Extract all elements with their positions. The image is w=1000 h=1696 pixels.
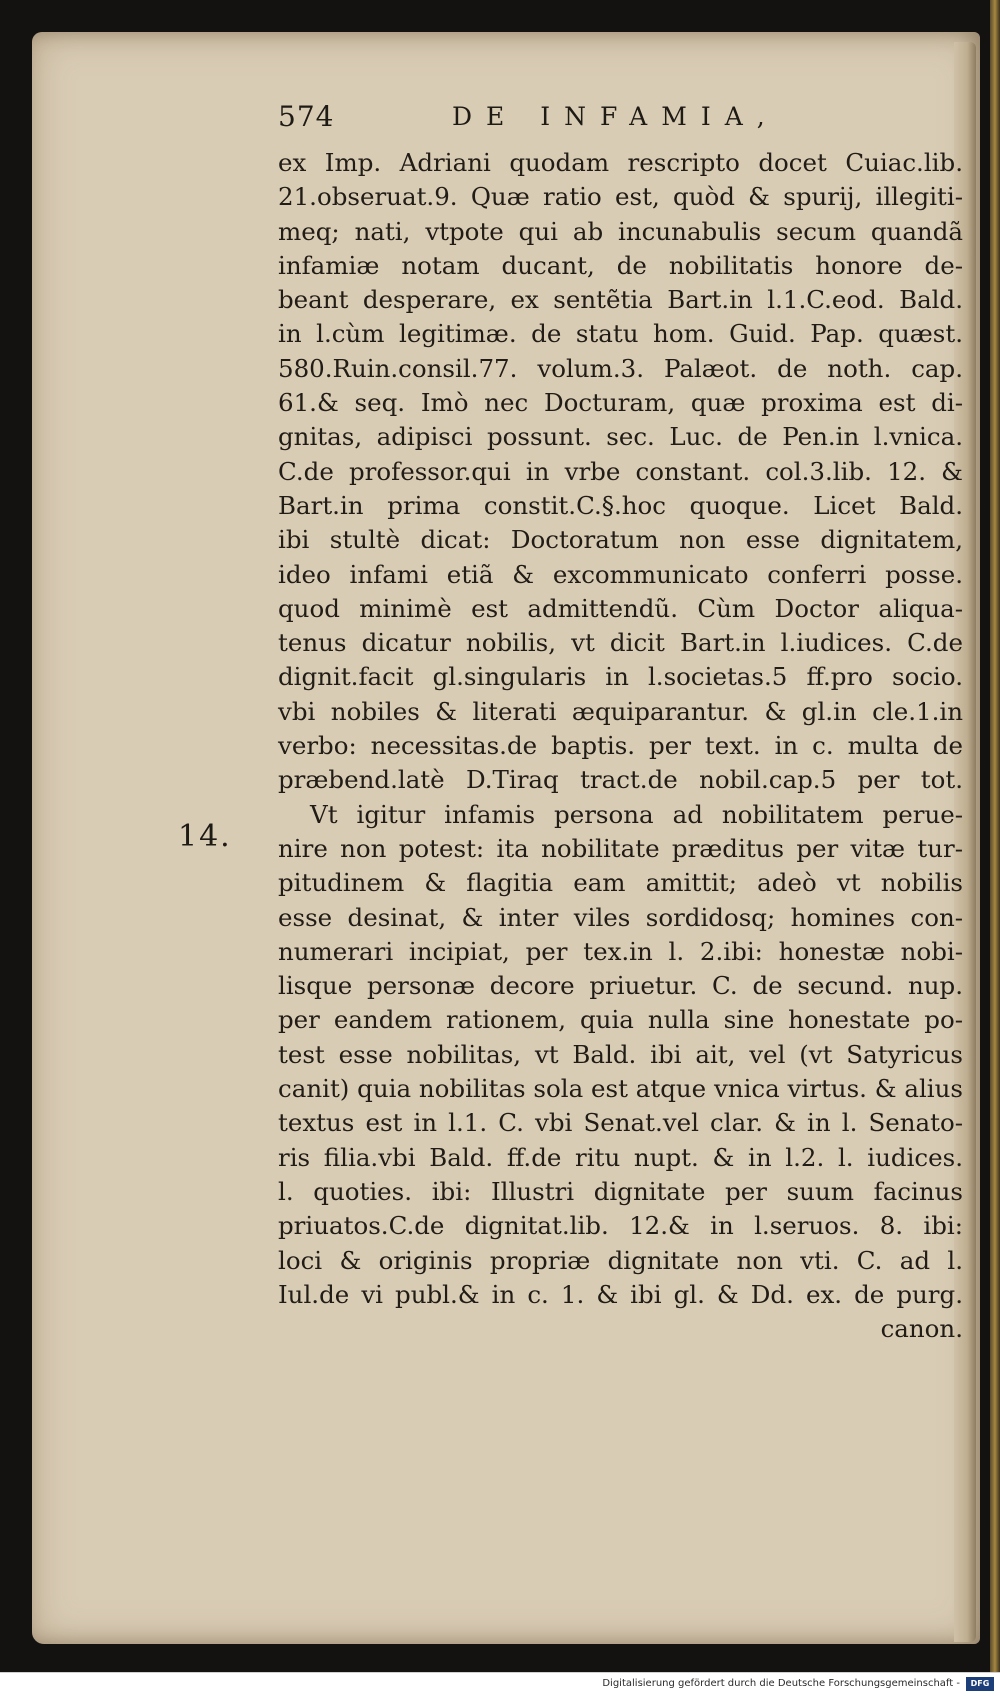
text-line: ris filia.vbi Bald. ff.de ritu nupt. & in l.2. l. iudices. (278, 1142, 963, 1172)
dfg-logo-icon: DFG (966, 1677, 994, 1691)
text-line: in l.cùm legitimæ. de statu hom. Guid. Pap. quæst. (278, 319, 963, 349)
text-line: meq; nati, vtpote qui ab incunabulis secum quandã (278, 216, 963, 246)
footer-credit: Digitalisierung gefördert durch die Deutsche Forschungsgemeinschaft - (602, 1678, 960, 1689)
text-line: lisque personæ decore priuetur. C. de secund. nup. (278, 971, 963, 1001)
text-line: 61.& seq. Imò nec Docturam, quæ proxima est di- (278, 388, 963, 418)
text-line: vbi nobiles & literati æquiparantur. & gl.in cle.1.in (278, 696, 963, 726)
catchword: canon. (880, 1314, 963, 1344)
book-spine (990, 0, 1000, 1672)
digitization-footer (0, 1672, 1000, 1696)
text-line: test esse nobilitas, vt Bald. ibi ait, vel (vt Satyricus (278, 1039, 963, 1069)
text-line: esse desinat, & inter viles sordidosq; homines con- (278, 902, 963, 932)
marginal-number: 14. (178, 819, 232, 854)
text-line: infamiæ notam ducant, de nobilitatis honore de- (278, 250, 963, 280)
text-line: quod minimè est admittendũ. Cùm Doctor aliqua- (278, 593, 963, 623)
text-line: loci & originis propriæ dignitate non vti. C. ad l. (278, 1245, 963, 1275)
text-line: ex Imp. Adriani quodam rescripto docet Cuiac.lib. (278, 148, 963, 177)
text-line: Iul.de vi publ.& in c. 1. & ibi gl. & Dd. ex. de purg. (278, 1279, 963, 1309)
text-line: textus est in l.1. C. vbi Senat.vel clar. & in l. Senato- (278, 1108, 963, 1138)
text-line: l. quoties. ibi: Illustri dignitate per suum facinus (278, 1176, 963, 1206)
main-text (278, 146, 963, 1346)
text-line: dignit.facit gl.singularis in l.societas.5 ff.pro socio. (278, 662, 963, 692)
text-line: beant desperare, ex sentẽtia Bart.in l.1.C.eod. Bald. (278, 285, 963, 315)
text-line: pitudinem & flagitia eam amittit; adeò vt nobilis (278, 868, 963, 898)
text-line: nire non potest: ita nobilitate præditus per vitæ tur- (278, 833, 963, 863)
running-head: DE INFAMIA, (452, 102, 779, 131)
text-line: 21.obseruat.9. Quæ ratio est, quòd & spurij, illegiti- (278, 182, 963, 212)
text-line: priuatos.C.de dignitat.lib. 12.& in l.seruos. 8. ibi: (278, 1211, 963, 1241)
page-header (278, 100, 968, 142)
text-line: Bart.in prima constit.C.§.hoc quoque. Licet Bald. (278, 490, 963, 520)
text-line: numerari incipiat, per tex.in l. 2.ibi: honestæ nobi- (278, 936, 963, 966)
text-line: 580.Ruin.consil.77. volum.3. Palæot. de noth. cap. (278, 353, 963, 383)
text-line: ideo infami etiã & excommunicato conferri posse. (278, 559, 963, 589)
text-line: C.de professor.qui in vrbe constant. col.3.lib. 12. & (278, 456, 963, 486)
text-line: per eandem rationem, quia nulla sine honestate po- (278, 1005, 963, 1035)
text-line-paragraph-start: Vt igitur infamis persona ad nobilitatem perue- (310, 799, 963, 829)
text-line: gnitas, adipisci possunt. sec. Luc. de Pen.in l.vnica. (278, 422, 963, 452)
text-line: præbend.latè D.Tiraq tract.de nobil.cap.5 per tot. (278, 765, 963, 795)
text-line: canit) quia nobilitas sola est atque vnica virtus. & alius (278, 1074, 963, 1104)
text-line: verbo: necessitas.de baptis. per text. in c. multa de (278, 731, 963, 761)
text-line: ibi stultè dicat: Doctoratum non esse dignitatem, (278, 525, 963, 555)
page-number: 574 (278, 100, 335, 133)
text-line: tenus dicatur nobilis, vt dicit Bart.in l.iudices. C.de (278, 628, 963, 658)
